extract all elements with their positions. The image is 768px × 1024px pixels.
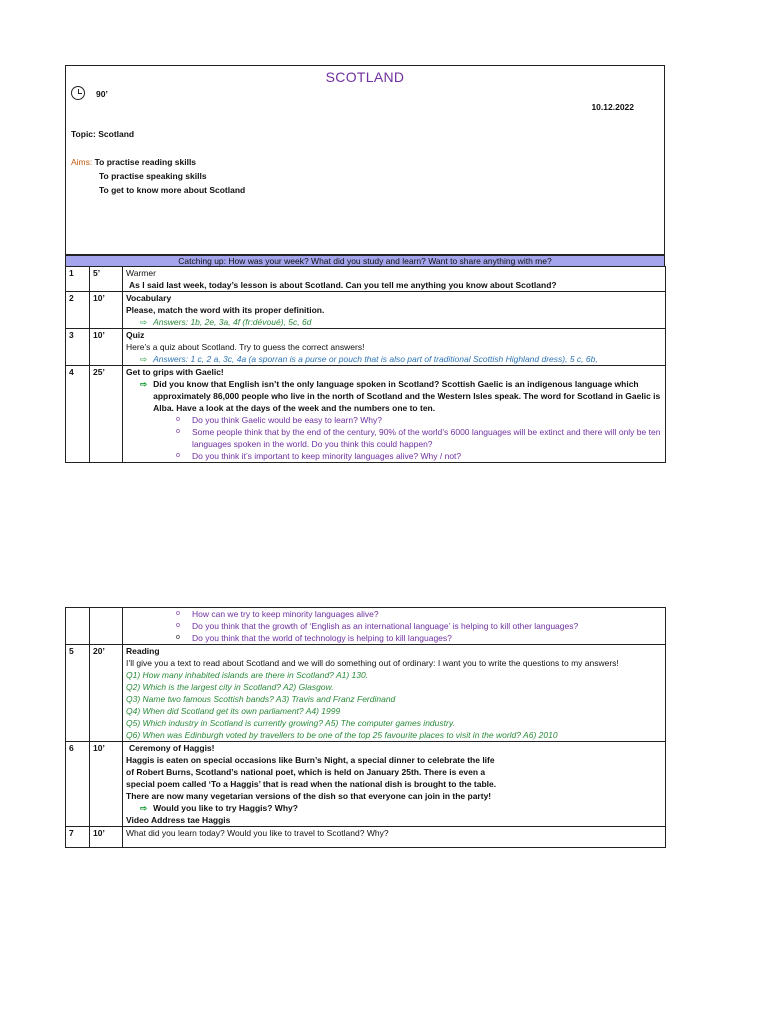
arrow-icon: ⇨ [140,317,148,327]
arrow-icon: ⇨ [140,803,148,813]
row-time: 5’ [90,267,123,292]
activity-title: Vocabulary [126,293,172,303]
qa-line: Q5) Which industry in Scotland is currently growing? A5) The computer games industry. [126,718,455,728]
list-item: o Do you think Gaelic would be easy to learn? Why? [192,414,662,426]
row-content [123,292,666,329]
lesson-topic: Topic: Scotland [71,129,135,139]
row-number: 2 [66,292,90,329]
qa-line: Q6) When was Edinburgh voted by travellers to be one of the top 25 favourite places to visit in the world? A6) 2010 [126,730,558,740]
list-item: o Some people think that by the end of the century, 90% of the world’s 6000 languages will be extinct and there will only be ten languages spoken in the world. Do you think this could happen? [192,426,662,450]
row-content [123,645,666,742]
activity-paragraph [126,378,662,414]
lesson-date: 10.12.2022 [591,102,634,112]
activity-text: Please, match the word with its proper definition. [126,305,325,315]
table-row [66,827,666,848]
activity-title: Quiz [126,330,145,340]
arrow-icon: ⇨ [140,354,148,364]
activity-title: Warmer [126,268,156,278]
row-content [123,329,666,366]
question-list [126,414,662,462]
activity-text: I’ll give you a text to read about Scotland and we will do something out of ordinary: I want you to write the questions to my answers! [126,658,619,668]
answer-line [126,353,662,365]
row-time: 10’ [90,742,123,827]
lesson-duration: 90’ [96,89,108,99]
table-row [66,608,666,645]
row-number: 4 [66,366,90,463]
question-line [126,802,662,814]
lesson-header [65,65,665,255]
row-number: 3 [66,329,90,366]
row-time [90,608,123,645]
table-row [66,645,666,742]
row-time: 20’ [90,645,123,742]
row-content [123,742,666,827]
row-content [123,267,666,292]
question-list [126,608,662,644]
qa-line: Q2) Which is the largest city in Scotland? A2) Glasgow. [126,682,334,692]
row-number: 7 [66,827,90,848]
activity-title: Reading [126,646,160,656]
row-content [123,366,666,463]
qa-line: Q4) When did Scotland get its own parliament? A4) 1999 [126,706,341,716]
qa-line: Q3) Name two famous Scottish bands? A3) Travis and Franz Ferdinand [126,694,396,704]
list-item: o Do you think that the growth of ‘English as an international language’ is helping to kill other languages? [192,620,662,632]
lesson-plan-table-continued [65,607,666,848]
table-row [66,329,666,366]
table-row [66,742,666,827]
lesson-plan-table [65,266,666,463]
question-text: Would you like to try Haggis? Why? [153,803,298,813]
answer-text: Answers: 1 c, 2 a, 3c, 4a (a sporran is a purse or pouch that is also part of traditional Scottish Highland dress), 5 c, 6b, [153,354,598,364]
activity-text: Here’s a quiz about Scotland. Try to guess the correct answers! [126,342,365,352]
lesson-aims [71,155,245,197]
row-time: 10’ [90,329,123,366]
row-time: 10’ [90,827,123,848]
arrow-icon: ⇨ [140,379,148,389]
clock-icon [71,86,85,100]
table-row [66,267,666,292]
activity-paragraph: Haggis is eaten on special occasions like Burn’s Night, a special dinner to celebrate the life of Robert Burns, Scotland’s national poet, which is held on January 25th. There is even a special poem called ‘To a Haggis’ that is read when the national dish is brought to the table. There are now many vegetarian versions of the dish so that everyone can join in the party! [126,755,497,801]
table-row [66,366,666,463]
row-content [123,608,666,645]
row-time: 10’ [90,292,123,329]
row-number: 5 [66,645,90,742]
row-number: 1 [66,267,90,292]
activity-text: As I said last week, today’s lesson is about Scotland. Can you tell me anything you know about Scotland? [129,280,557,290]
catching-up-band: Catching up: How was your week? What did you study and learn? Want to share anything with me? [65,255,665,267]
video-link: Video Address tae Haggis [126,815,231,825]
list-item: o Do you think that the world of technology is helping to kill languages? [192,632,662,644]
aim-item: To practise reading skills [94,157,197,167]
list-item: o How can we try to keep minority languages alive? [192,608,662,620]
list-item: o Do you think it’s important to keep minority languages alive? Why / not? [192,450,662,462]
aims-label: Aims: [71,157,93,167]
activity-text: What did you learn today? Would you like to travel to Scotland? Why? [126,828,389,838]
aim-item: To practise speaking skills [99,171,207,181]
activity-title: Get to grips with Gaelic! [126,367,224,377]
row-number [66,608,90,645]
qa-line: Q1) How many inhabited islands are there in Scotland? A1) 130. [126,670,369,680]
table-row [66,292,666,329]
page-title: SCOTLAND [325,69,405,85]
answer-line [126,316,662,328]
paragraph-text: Did you know that English isn’t the only language spoken in Scotland? Scottish Gaelic is an indigenous language which approximately 86,000 people who live in the north of Scotland and the Western Isles speak. The word for Scotland in Gaelic is Alba. Have a look at the days of the week and the numbers one to ten. [153,379,661,413]
answer-text: Answers: 1b, 2e, 3a, 4f (fr:dévoué), 5c, 6d [153,317,312,327]
activity-title: Ceremony of Haggis! [129,743,215,753]
row-content [123,827,666,848]
row-number: 6 [66,742,90,827]
row-time: 25’ [90,366,123,463]
aim-item: To get to know more about Scotland [99,185,246,195]
